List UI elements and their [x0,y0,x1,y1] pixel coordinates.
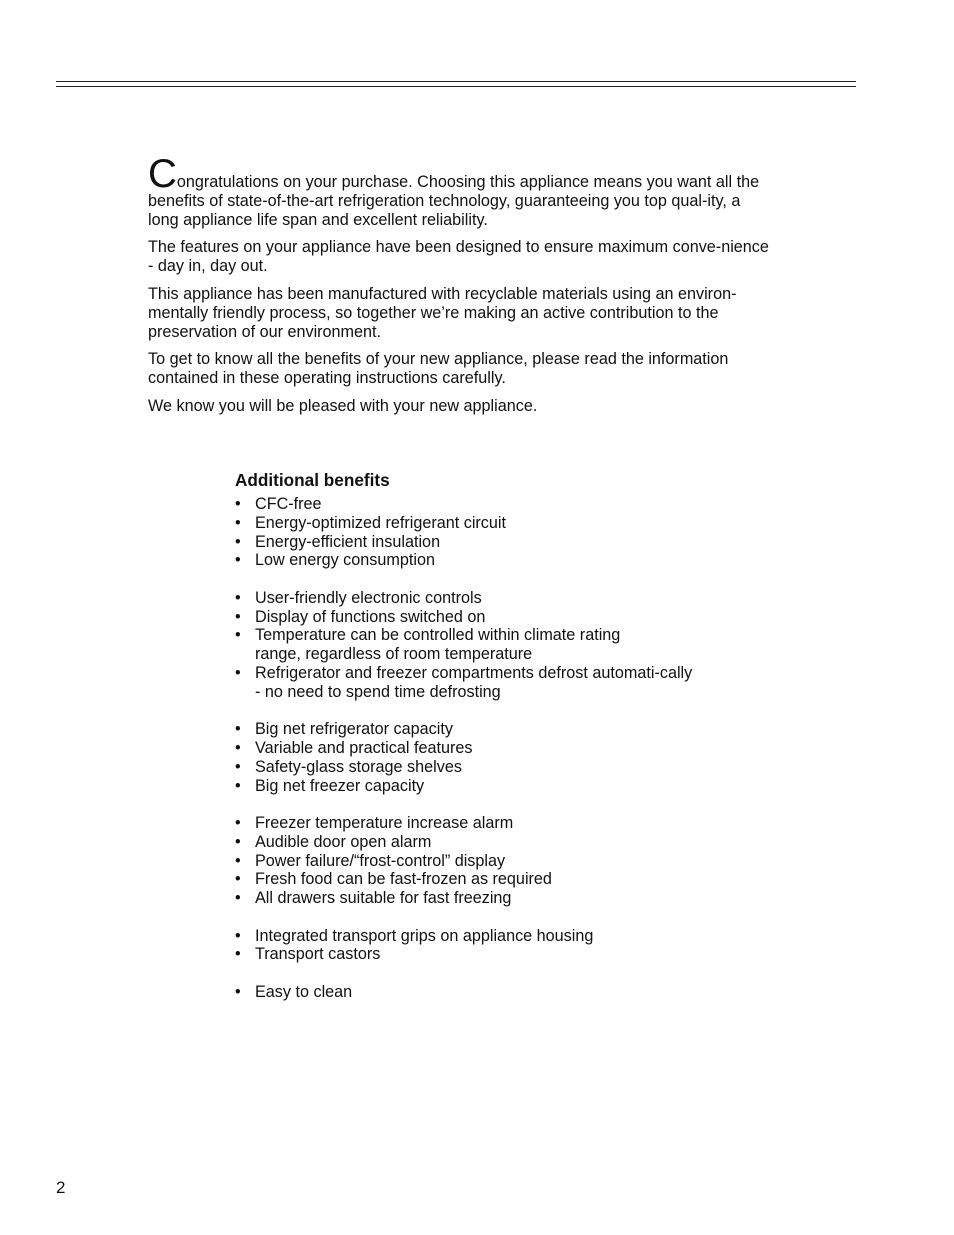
bullet: • [235,982,241,1001]
benefits-group-2 [235,589,695,702]
list-item [235,983,695,1002]
list-item [235,608,695,627]
list-item-text: Energy-efficient insulation [255,532,441,551]
benefits-group-5 [235,927,695,965]
intro-section [148,152,770,425]
list-item [235,777,695,796]
list-item-text: Transport castors [255,945,381,964]
bullet: • [235,551,241,570]
list-item [235,739,695,758]
intro-paragraph-2: The features on your appliance have been designed to ensure maximum conve-nience - day in, day out. [148,238,769,276]
list-item [235,814,695,833]
bullet: • [235,757,241,776]
list-item [235,852,695,871]
bullet: • [235,663,241,682]
list-item [235,833,695,852]
list-item-text: Energy-optimized refrigerant circuit [255,513,507,532]
intro-paragraph-1-text: ongratulations on your purchase. Choosing this appliance means you want all the benefits of state-of-the-art refrigeration technology, guaranteeing you top qual-ity, a long appliance life span and excellent reliability. [148,173,760,229]
drop-cap: C [148,152,177,196]
bullet: • [235,776,241,795]
list-item-text: User-friendly electronic controls [255,588,482,607]
list-item-text: Temperature can be controlled within climate rating range, regardless of room temperature [255,626,621,664]
list-item-text: Audible door open alarm [255,832,432,851]
intro-paragraph-3: This appliance has been manufactured with recyclable materials using an environ-mentally friendly process, so together we’re making an active contribution to the preservation of our environment. [148,284,737,341]
benefits-group-6 [235,983,695,1002]
list-item [235,720,695,739]
list-item-text: All drawers suitable for fast freezing [255,889,512,908]
benefits-group-3 [235,720,695,795]
bullet: • [235,945,241,964]
list-item [235,495,695,514]
list-item [235,870,695,889]
list-item [235,589,695,608]
page-number: 2 [56,1178,66,1197]
list-item [235,551,695,570]
list-item [235,533,695,552]
list-item [235,889,695,908]
benefits-heading: Additional benefits [235,470,390,490]
bullet: • [235,738,241,757]
list-item [235,626,695,664]
list-item [235,758,695,777]
list-item [235,514,695,533]
intro-paragraph-1 [148,152,770,229]
bullet: • [235,889,241,908]
benefits-group-1 [235,495,695,570]
bullet: • [235,495,241,513]
list-item-text: Refrigerator and freezer compartments defrost automati-cally - no need to spend time defrosting [255,663,693,701]
list-item-text: Big net freezer capacity [255,776,425,795]
intro-paragraph-4: To get to know all the benefits of your new appliance, please read the information contained in these operating instructions carefully. [148,350,729,388]
list-item-text: Variable and practical features [255,738,473,757]
list-item-text: Freezer temperature increase alarm [255,813,514,832]
benefits-group-4 [235,814,695,908]
intro-paragraph-5: We know you will be pleased with your new appliance. [148,396,538,415]
list-item-text: Power failure/“frost-control” display [255,851,506,870]
list-item-text: Fresh food can be fast-frozen as required [255,870,552,889]
list-item-text: Integrated transport grips on appliance housing [255,926,594,945]
bullet: • [235,720,241,739]
list-item [235,945,695,964]
bullet: • [235,870,241,889]
list-item-text: CFC-free [255,495,322,513]
bullet: • [235,513,241,532]
benefits-section [235,470,695,1020]
list-item [235,664,695,702]
bullet: • [235,607,241,626]
bullet: • [235,851,241,870]
list-item [235,927,695,946]
bullet: • [235,813,241,832]
header-rule-bottom [56,86,856,87]
list-item-text: Big net refrigerator capacity [255,720,453,739]
bullet: • [235,626,241,645]
header-rule-top [56,81,856,82]
bullet: • [235,588,241,607]
list-item-text: Display of functions switched on [255,607,486,626]
list-item-text: Easy to clean [255,982,353,1001]
bullet: • [235,832,241,851]
list-item-text: Safety-glass storage shelves [255,757,462,776]
bullet: • [235,926,241,945]
list-item-text: Low energy consumption [255,551,435,570]
bullet: • [235,532,241,551]
